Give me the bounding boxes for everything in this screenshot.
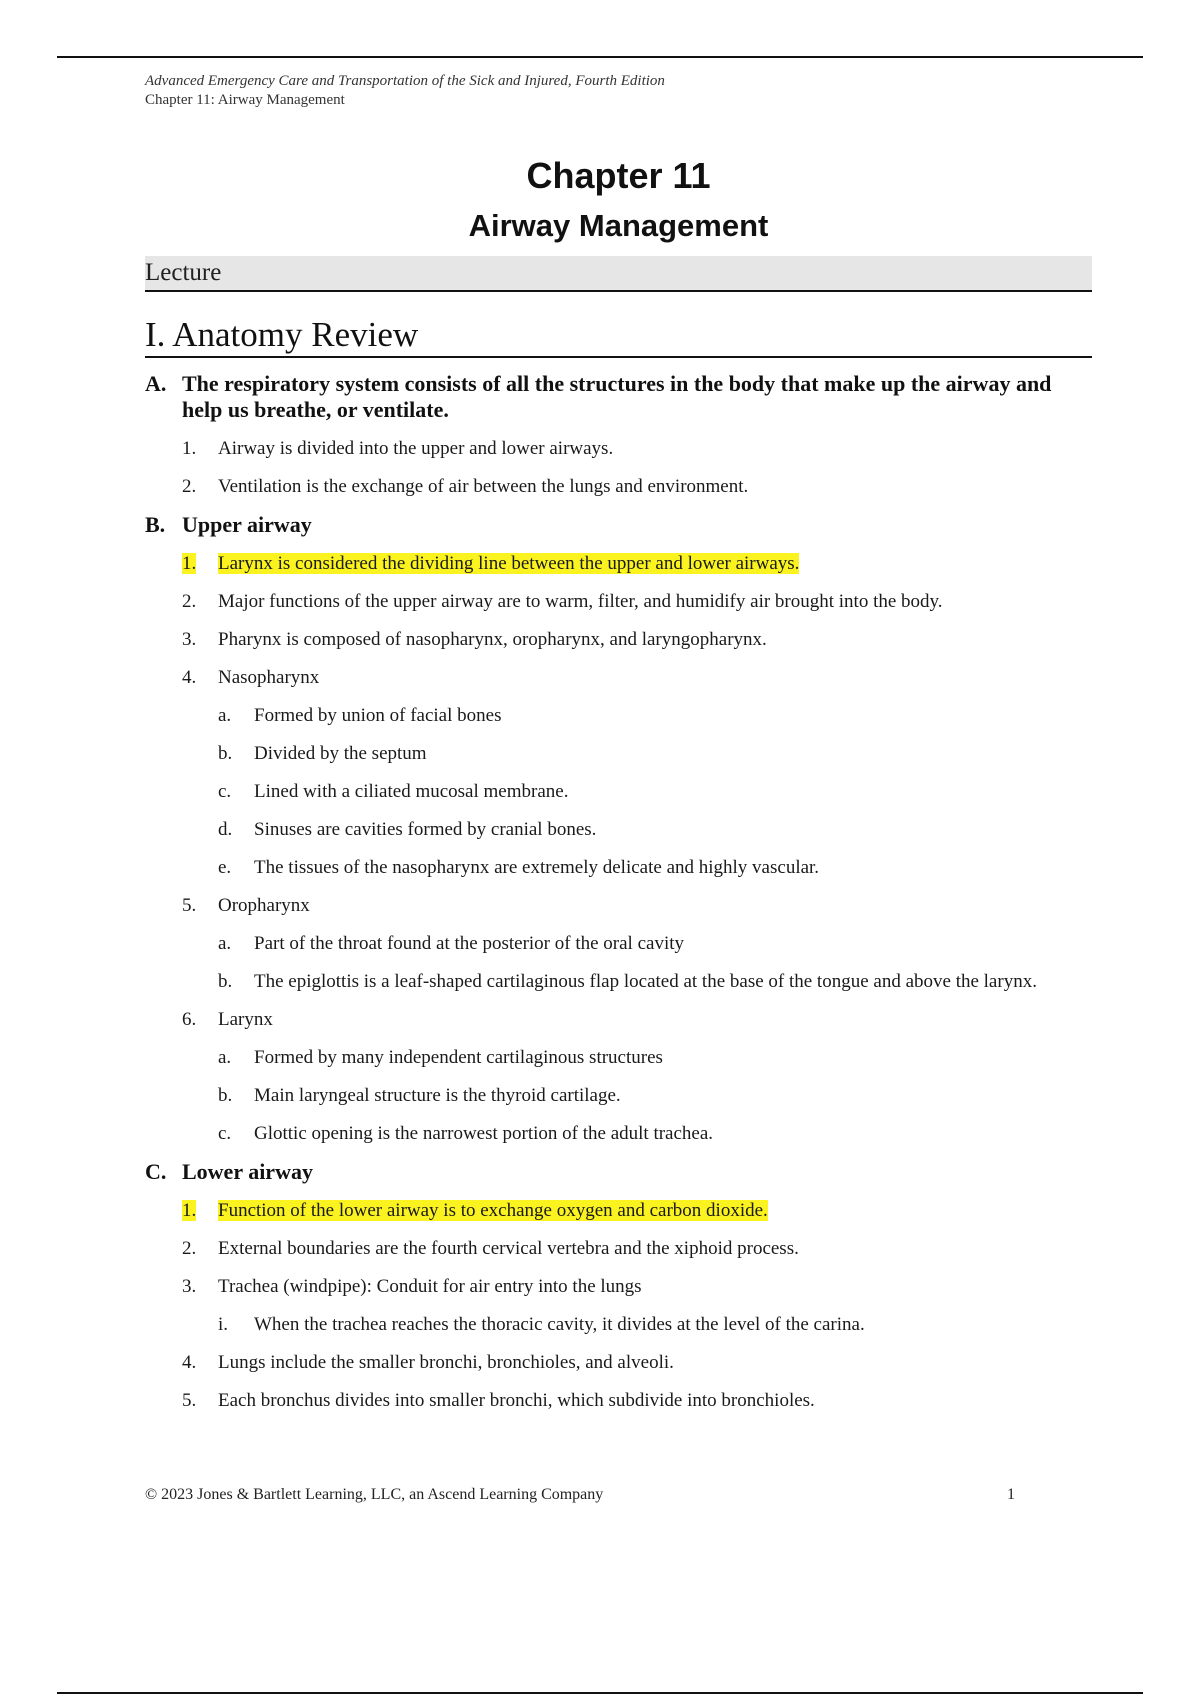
sub-text: Glottic opening is the narrowest portion of the adult trachea. (254, 1123, 714, 1144)
list-marker: 4. (182, 1352, 197, 1373)
sub-marker: b. (218, 971, 233, 992)
sub-list-item (145, 1084, 1092, 1108)
list-text: Nasopharynx (218, 667, 320, 688)
list-text: External boundaries are the fourth cervical vertebra and the xiphoid process. (218, 1238, 799, 1259)
list-marker: 3. (182, 629, 197, 650)
list-item (145, 1008, 1092, 1032)
page-number: 1 (1007, 1486, 1015, 1503)
sub-list-item (145, 818, 1092, 842)
list-marker: 1. (182, 438, 197, 459)
sub-text: The epiglottis is a leaf-shaped cartilaginous flap located at the base of the tongue and above the larynx. (254, 971, 1037, 992)
list-marker: 2. (182, 1238, 197, 1259)
sub-text: The tissues of the nasopharynx are extremely delicate and highly vascular. (254, 857, 820, 878)
list-item (145, 475, 1092, 499)
chapter-number: Chapter 11 (526, 155, 711, 196)
chapter-line: Chapter 11: Airway Management (145, 92, 345, 108)
sub-text: Lined with a ciliated mucosal membrane. (254, 781, 569, 802)
sub-marker: a. (218, 705, 232, 726)
page-footer (145, 1485, 1015, 1505)
list-marker: 5. (182, 1390, 197, 1411)
sub-marker: c. (218, 1123, 232, 1144)
list-item (145, 437, 1092, 461)
list-item (145, 894, 1092, 918)
list-text: Major functions of the upper airway are to warm, filter, and humidify air brought into the body. (218, 591, 943, 612)
book-title: Advanced Emergency Care and Transportation of the Sick and Injured, Fourth Edition (145, 73, 665, 89)
list-item (145, 666, 1092, 690)
list-marker: 1. (182, 553, 197, 574)
list-item (145, 1237, 1092, 1261)
list-text: Ventilation is the exchange of air between the lungs and environment. (218, 476, 749, 497)
sub-marker: a. (218, 1047, 232, 1068)
sub-list-item (145, 932, 1092, 956)
list-text: Each bronchus divides into smaller bronchi, which subdivide into bronchioles. (218, 1390, 815, 1411)
sub-list-item (145, 704, 1092, 728)
list-item (145, 1389, 1092, 1413)
sub-marker: a. (218, 933, 232, 954)
outline-text: The respiratory system consists of all the structures in the body that make up the airway and help us breathe, or ventilate. (182, 371, 1052, 422)
sub-list-item (145, 780, 1092, 804)
list-marker: 1. (182, 1200, 197, 1221)
sub-marker: i. (218, 1314, 229, 1335)
sub-text: Part of the throat found at the posterior of the oral cavity (254, 933, 685, 954)
sub-list-item (145, 856, 1092, 880)
section-heading: I. Anatomy Review (145, 314, 1092, 358)
outline-marker: B. (145, 512, 166, 537)
highlighted-list-item (145, 1199, 1092, 1223)
list-text: Larynx is considered the dividing line between the upper and lower airways. (218, 553, 800, 574)
bottom-rule (57, 1692, 1143, 1694)
highlighted-list-item (145, 552, 1092, 576)
list-text: Larynx (218, 1009, 273, 1030)
top-rule (57, 56, 1143, 58)
sub-text: Sinuses are cavities formed by cranial bones. (254, 819, 597, 840)
sub-list-item (145, 1046, 1092, 1070)
list-text: Oropharynx (218, 895, 310, 916)
outline-marker: A. (145, 371, 167, 396)
outline-item-a (145, 371, 1092, 423)
sub-marker: b. (218, 743, 233, 764)
sub-text: When the trachea reaches the thoracic cavity, it divides at the level of the carina. (254, 1314, 865, 1335)
list-marker: 2. (182, 591, 197, 612)
outline-text: Upper airway (182, 512, 312, 537)
outline-marker: C. (145, 1159, 167, 1184)
list-text: Lungs include the smaller bronchi, bronchioles, and alveoli. (218, 1352, 674, 1373)
list-item (145, 1275, 1092, 1299)
list-text: Function of the lower airway is to exchange oxygen and carbon dioxide. (218, 1200, 768, 1221)
sub-marker: b. (218, 1085, 233, 1106)
sub-text: Formed by union of facial bones (254, 705, 502, 726)
sub-text: Formed by many independent cartilaginous structures (254, 1047, 663, 1068)
running-header (145, 72, 1092, 110)
outline-text: Lower airway (182, 1159, 313, 1184)
sub-text: Divided by the septum (254, 743, 427, 764)
outline-item-b (145, 512, 1092, 538)
sub-marker: c. (218, 781, 232, 802)
list-text: Trachea (windpipe): Conduit for air entry into the lungs (218, 1276, 642, 1297)
list-text: Pharynx is composed of nasopharynx, oropharynx, and laryngopharynx. (218, 629, 767, 650)
list-marker: 5. (182, 895, 197, 916)
list-item (145, 590, 1092, 614)
list-marker: 3. (182, 1276, 197, 1297)
chapter-title: Airway Management (468, 208, 769, 243)
sub-marker: d. (218, 819, 233, 840)
sub-list-item (145, 1313, 1092, 1337)
sub-text: Main laryngeal structure is the thyroid cartilage. (254, 1085, 621, 1106)
sub-list-item (145, 970, 1092, 994)
sub-list-item (145, 742, 1092, 766)
document-page (145, 72, 1092, 1413)
sub-list-item (145, 1122, 1092, 1146)
list-item (145, 1351, 1092, 1375)
list-marker: 4. (182, 667, 197, 688)
list-item (145, 628, 1092, 652)
lecture-bar: Lecture (145, 256, 1092, 292)
sub-marker: e. (218, 857, 232, 878)
list-marker: 6. (182, 1009, 197, 1030)
list-text: Airway is divided into the upper and lower airways. (218, 438, 614, 459)
list-marker: 2. (182, 476, 197, 497)
copyright-notice: © 2023 Jones & Bartlett Learning, LLC, an Ascend Learning Company (145, 1486, 604, 1503)
outline-item-c (145, 1159, 1092, 1185)
